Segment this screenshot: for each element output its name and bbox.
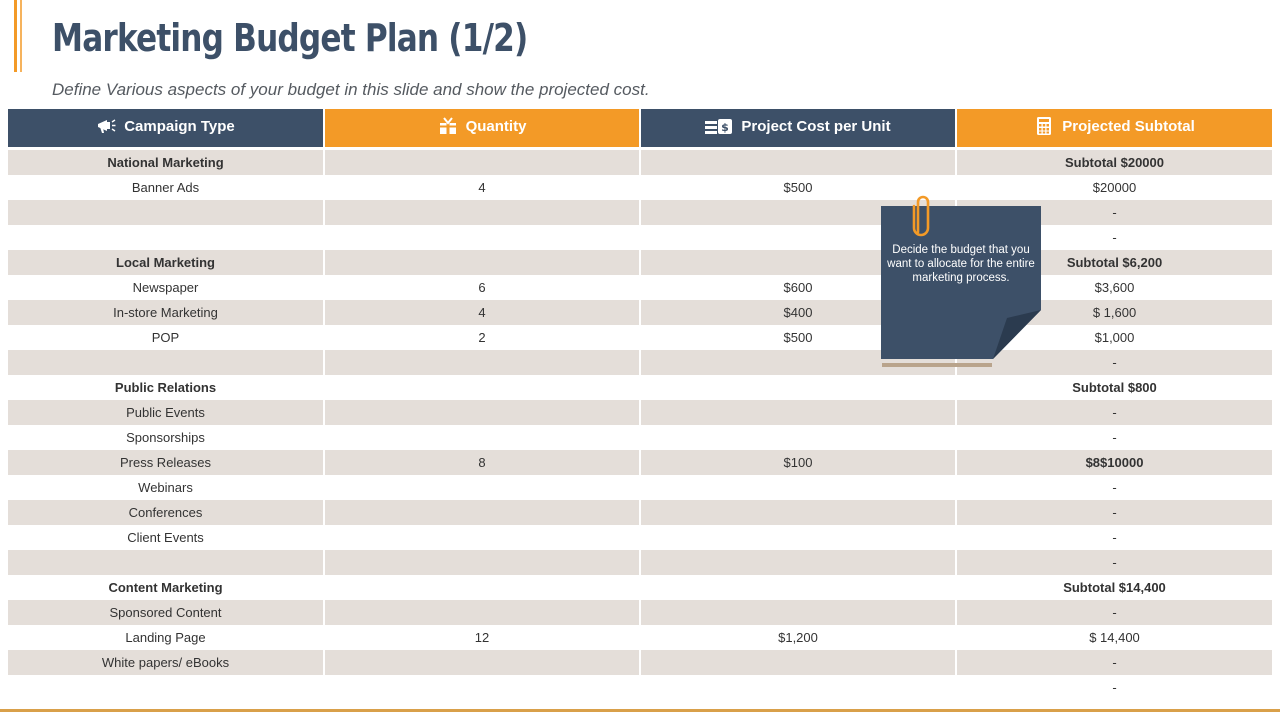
campaign-type-cell <box>8 350 324 375</box>
cost-per-unit-cell <box>640 400 956 425</box>
quantity-cell: 2 <box>324 325 640 350</box>
quantity-cell <box>324 225 640 250</box>
svg-text:$: $ <box>721 121 730 134</box>
cost-per-unit-cell: $100 <box>640 450 956 475</box>
quantity-cell: 12 <box>324 625 640 650</box>
table-row <box>8 425 1272 450</box>
cost-per-unit-cell <box>640 650 956 675</box>
table-row <box>8 325 1272 350</box>
subtotal-cell: Subtotal $20000 <box>956 149 1272 176</box>
quantity-cell <box>324 200 640 225</box>
cost-per-unit-cell <box>640 500 956 525</box>
table-row <box>8 500 1272 525</box>
campaign-type-cell: POP <box>8 325 324 350</box>
subtotal-cell: Subtotal $14,400 <box>956 575 1272 600</box>
budget-table <box>8 109 1272 700</box>
table-row <box>8 675 1272 700</box>
table-row <box>8 475 1272 500</box>
quantity-cell <box>324 375 640 400</box>
header-quantity <box>324 109 640 149</box>
cost-per-unit-cell <box>640 425 956 450</box>
table-row <box>8 625 1272 650</box>
campaign-type-cell: Press Releases <box>8 450 324 475</box>
subtotal-cell: - <box>956 525 1272 550</box>
slide-subtitle: Define Various aspects of your budget in this slide and show the projected cost. <box>52 80 650 99</box>
campaign-type-cell: Public Relations <box>8 375 324 400</box>
campaign-type-cell: National Marketing <box>8 149 324 176</box>
table-body <box>8 149 1272 701</box>
campaign-type-cell: Sponsored Content <box>8 600 324 625</box>
subtotal-cell: $3,600 <box>956 275 1272 300</box>
quantity-cell: 4 <box>324 300 640 325</box>
campaign-type-cell: Webinars <box>8 475 324 500</box>
sticky-note-text: Decide the budget that you want to allocate for the entire marketing process. <box>887 244 1035 284</box>
subtotal-cell: $ 1,600 <box>956 300 1272 325</box>
money-icon <box>705 116 733 136</box>
campaign-type-cell: Newspaper <box>8 275 324 300</box>
cost-per-unit-cell: $600 <box>640 275 956 300</box>
megaphone-icon <box>96 116 116 136</box>
campaign-type-cell: Conferences <box>8 500 324 525</box>
table-row <box>8 550 1272 575</box>
subtotal-cell: - <box>956 200 1272 225</box>
campaign-type-cell: Landing Page <box>8 625 324 650</box>
quantity-cell <box>324 675 640 700</box>
table-row <box>8 525 1272 550</box>
quantity-cell <box>324 550 640 575</box>
campaign-type-cell <box>8 225 324 250</box>
table-row <box>8 200 1272 225</box>
table-row <box>8 300 1272 325</box>
quantity-cell <box>324 149 640 176</box>
table-row <box>8 175 1272 200</box>
subtotal-cell: $20000 <box>956 175 1272 200</box>
table-row <box>8 225 1272 250</box>
table-row <box>8 650 1272 675</box>
table-section-row <box>8 375 1272 400</box>
quantity-cell: 4 <box>324 175 640 200</box>
title-accent-bars <box>14 0 24 72</box>
campaign-type-cell: Content Marketing <box>8 575 324 600</box>
campaign-type-cell: Public Events <box>8 400 324 425</box>
quantity-cell: 8 <box>324 450 640 475</box>
quantity-cell <box>324 475 640 500</box>
cost-per-unit-cell: $500 <box>640 325 956 350</box>
subtotal-cell: - <box>956 600 1272 625</box>
cost-per-unit-cell: $1,200 <box>640 625 956 650</box>
table-row <box>8 275 1272 300</box>
header-campaign-type <box>8 109 324 149</box>
cost-per-unit-cell: $400 <box>640 300 956 325</box>
subtotal-cell: - <box>956 475 1272 500</box>
table-row <box>8 400 1272 425</box>
subtotal-cell: - <box>956 675 1272 700</box>
cost-per-unit-cell <box>640 375 956 400</box>
campaign-type-cell <box>8 200 324 225</box>
campaign-type-cell: Banner Ads <box>8 175 324 200</box>
table-section-row <box>8 250 1272 275</box>
quantity-cell <box>324 575 640 600</box>
quantity-cell <box>324 350 640 375</box>
cost-per-unit-cell <box>640 149 956 176</box>
cost-per-unit-cell <box>640 550 956 575</box>
quantity-cell <box>324 500 640 525</box>
campaign-type-cell: Client Events <box>8 525 324 550</box>
calculator-icon <box>1034 116 1054 136</box>
quantity-cell <box>324 250 640 275</box>
subtotal-cell: $ 14,400 <box>956 625 1272 650</box>
subtotal-cell: - <box>956 500 1272 525</box>
cost-per-unit-cell <box>640 525 956 550</box>
subtotal-cell: $1,000 <box>956 325 1272 350</box>
campaign-type-cell <box>8 675 324 700</box>
quantity-cell <box>324 525 640 550</box>
subtotal-cell: - <box>956 350 1272 375</box>
subtotal-cell: - <box>956 650 1272 675</box>
subtotal-cell: - <box>956 225 1272 250</box>
sticky-note <box>881 206 1041 359</box>
table-section-row <box>8 149 1272 176</box>
table-row <box>8 350 1272 375</box>
slide-title: Marketing Budget Plan (1/2) <box>52 16 528 60</box>
header-label: Project Cost per Unit <box>741 117 891 135</box>
quantity-cell: 6 <box>324 275 640 300</box>
campaign-type-cell <box>8 550 324 575</box>
quantity-cell <box>324 650 640 675</box>
quantity-cell <box>324 600 640 625</box>
cost-per-unit-cell <box>640 675 956 700</box>
header-label: Quantity <box>465 117 527 135</box>
cost-per-unit-cell <box>640 475 956 500</box>
subtotal-cell: - <box>956 550 1272 575</box>
subtotal-cell: - <box>956 425 1272 450</box>
table-row <box>8 450 1272 475</box>
campaign-type-cell: Local Marketing <box>8 250 324 275</box>
header-label: Campaign Type <box>124 117 235 135</box>
subtotal-cell: - <box>956 400 1272 425</box>
campaign-type-cell: In-store Marketing <box>8 300 324 325</box>
paperclip-icon <box>909 192 937 240</box>
table-header-row <box>8 109 1272 149</box>
table-row <box>8 600 1272 625</box>
cost-per-unit-cell <box>640 600 956 625</box>
campaign-type-cell: Sponsorships <box>8 425 324 450</box>
bottom-divider <box>0 709 1280 712</box>
header-cost-per-unit <box>640 109 956 149</box>
quantity-cell <box>324 425 640 450</box>
subtotal-cell: $8$10000 <box>956 450 1272 475</box>
quantity-cell <box>324 400 640 425</box>
box-icon <box>438 116 458 136</box>
subtotal-cell: Subtotal $800 <box>956 375 1272 400</box>
campaign-type-cell: White papers/ eBooks <box>8 650 324 675</box>
cost-per-unit-cell: $500 <box>640 175 956 200</box>
table-section-row <box>8 575 1272 600</box>
header-projected-subtotal <box>956 109 1272 149</box>
cost-per-unit-cell <box>640 575 956 600</box>
header-label: Projected Subtotal <box>1062 117 1195 135</box>
subtotal-cell: Subtotal $6,200 <box>956 250 1272 275</box>
